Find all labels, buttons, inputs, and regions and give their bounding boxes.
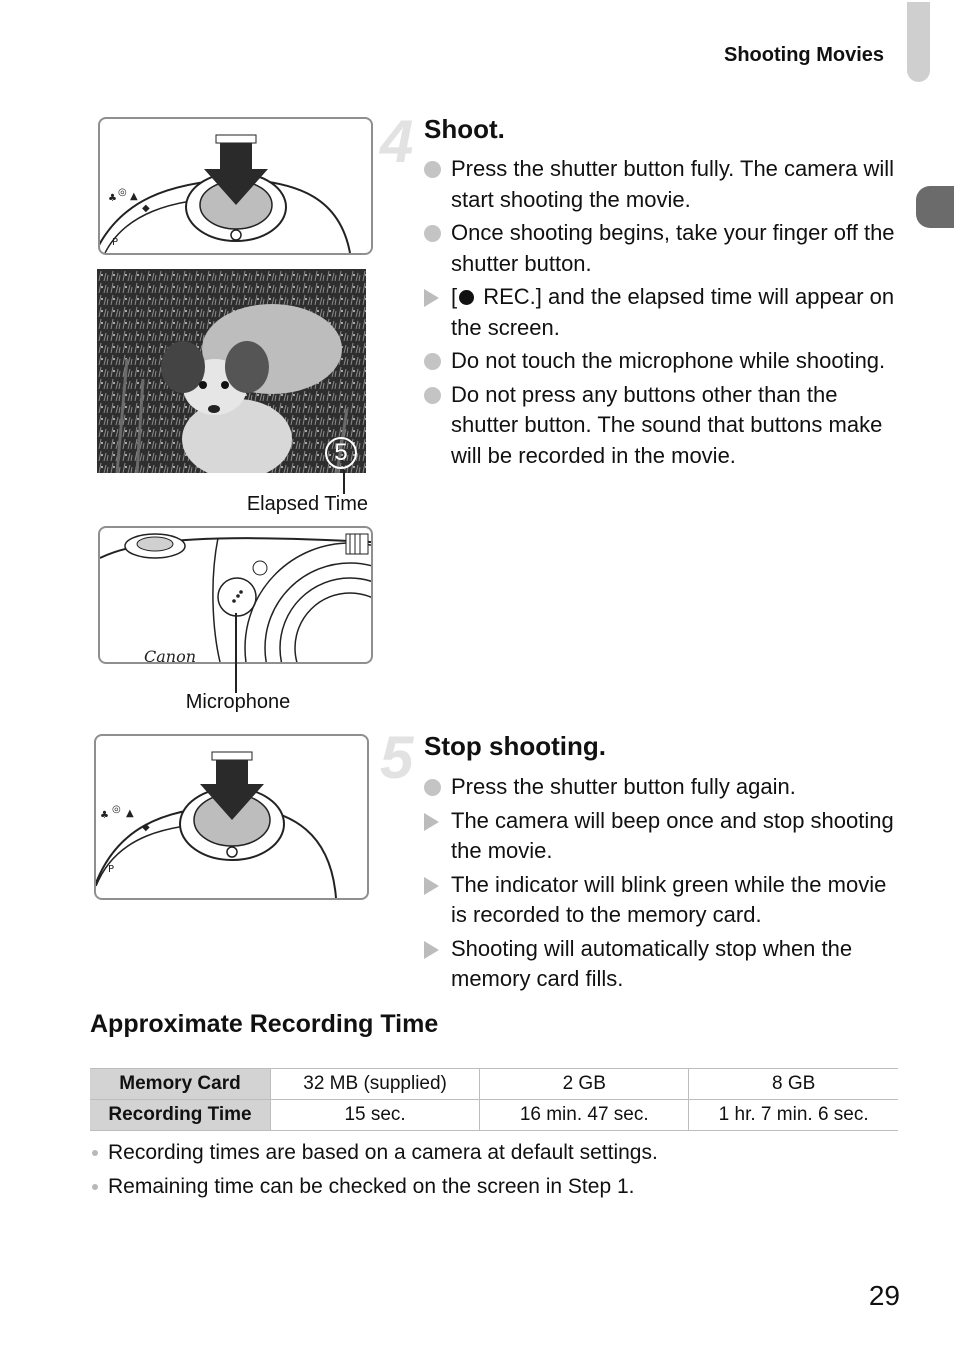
page-number: 29 <box>868 1280 900 1311</box>
list-item: The indicator will blink green while the movie is recorded to the memory card. <box>424 870 904 931</box>
step-number-5: 5 <box>380 724 414 791</box>
result-arrow-icon <box>424 877 439 895</box>
result-arrow-icon <box>424 813 439 831</box>
table-cell: 32 MB (supplied) <box>271 1069 480 1100</box>
step-number-4: 4 <box>380 108 414 175</box>
result-arrow-icon <box>424 289 439 307</box>
list-item: Do not press any buttons other than the shutter button. The sound that buttons make will be recorded in the movie. <box>424 380 904 472</box>
elapsed-time-leader-line <box>343 470 345 494</box>
svg-text:♣: ♣ <box>100 810 109 821</box>
svg-text:P: P <box>112 237 119 248</box>
running-header: Shooting Movies <box>724 44 884 66</box>
list-item: The camera will beep once and stop shooting the movie. <box>424 806 904 867</box>
row-header: Recording Time <box>90 1100 271 1131</box>
list-item: [ REC.] and the elapsed time will appear on the screen. <box>424 282 904 343</box>
step-4-instructions <box>424 154 904 474</box>
svg-text:Canon: Canon <box>144 647 197 662</box>
movie-screen-photo <box>97 269 366 473</box>
chapter-tab-marker-active <box>916 186 954 228</box>
shutter-stop-illustration <box>94 734 369 900</box>
note-item: Recording times are based on a camera at default settings. <box>90 1136 658 1170</box>
recording-time-heading: Approximate Recording Time <box>90 1010 439 1038</box>
table-row <box>90 1100 898 1131</box>
table-cell: 1 hr. 7 min. 6 sec. <box>689 1100 898 1131</box>
bullet-dot-icon <box>424 387 441 404</box>
step-5-instructions <box>424 772 904 998</box>
step-4-title: Shoot. <box>424 114 505 144</box>
elapsed-time-indicator <box>325 437 357 469</box>
list-item: Shooting will automatically stop when the memory card fills. <box>424 934 904 995</box>
svg-text:◆: ◆ <box>142 203 150 214</box>
elapsed-time-value: 5 <box>334 439 348 466</box>
record-dot-icon <box>459 290 474 305</box>
microphone-caption: Microphone <box>185 691 291 713</box>
microphone-leader-line <box>235 613 237 693</box>
svg-text:▲: ▲ <box>130 191 138 202</box>
list-item: Do not touch the microphone while shooting. <box>424 346 904 377</box>
chapter-tab-marker <box>907 2 930 82</box>
svg-text:♣: ♣ <box>108 193 117 204</box>
svg-text:◆: ◆ <box>142 822 150 833</box>
table-cell: 15 sec. <box>271 1100 480 1131</box>
elapsed-time-caption: Elapsed Time <box>246 493 368 515</box>
step-5-title: Stop shooting. <box>424 731 606 761</box>
recording-time-table <box>90 1068 898 1131</box>
svg-text:P: P <box>108 864 115 875</box>
svg-text:◎: ◎ <box>118 187 127 198</box>
table-cell: 2 GB <box>480 1069 689 1100</box>
shutter-press-illustration <box>98 117 373 255</box>
table-cell: 8 GB <box>689 1069 898 1100</box>
list-item: Press the shutter button fully. The camera will start shooting the movie. <box>424 154 904 215</box>
bullet-dot-icon <box>424 161 441 178</box>
result-arrow-icon <box>424 941 439 959</box>
table-cell: 16 min. 47 sec. <box>480 1100 689 1131</box>
svg-text:▲: ▲ <box>126 808 134 819</box>
list-item: Press the shutter button fully again. <box>424 772 904 803</box>
bullet-dot-icon <box>424 225 441 242</box>
table-row <box>90 1069 898 1100</box>
note-item: Remaining time can be checked on the screen in Step 1. <box>90 1170 658 1204</box>
bullet-dot-icon <box>424 779 441 796</box>
row-header: Memory Card <box>90 1069 271 1100</box>
list-item: Once shooting begins, take your finger off the shutter button. <box>424 218 904 279</box>
bullet-dot-icon <box>424 353 441 370</box>
recording-notes <box>90 1136 658 1204</box>
svg-text:◎: ◎ <box>112 804 121 815</box>
